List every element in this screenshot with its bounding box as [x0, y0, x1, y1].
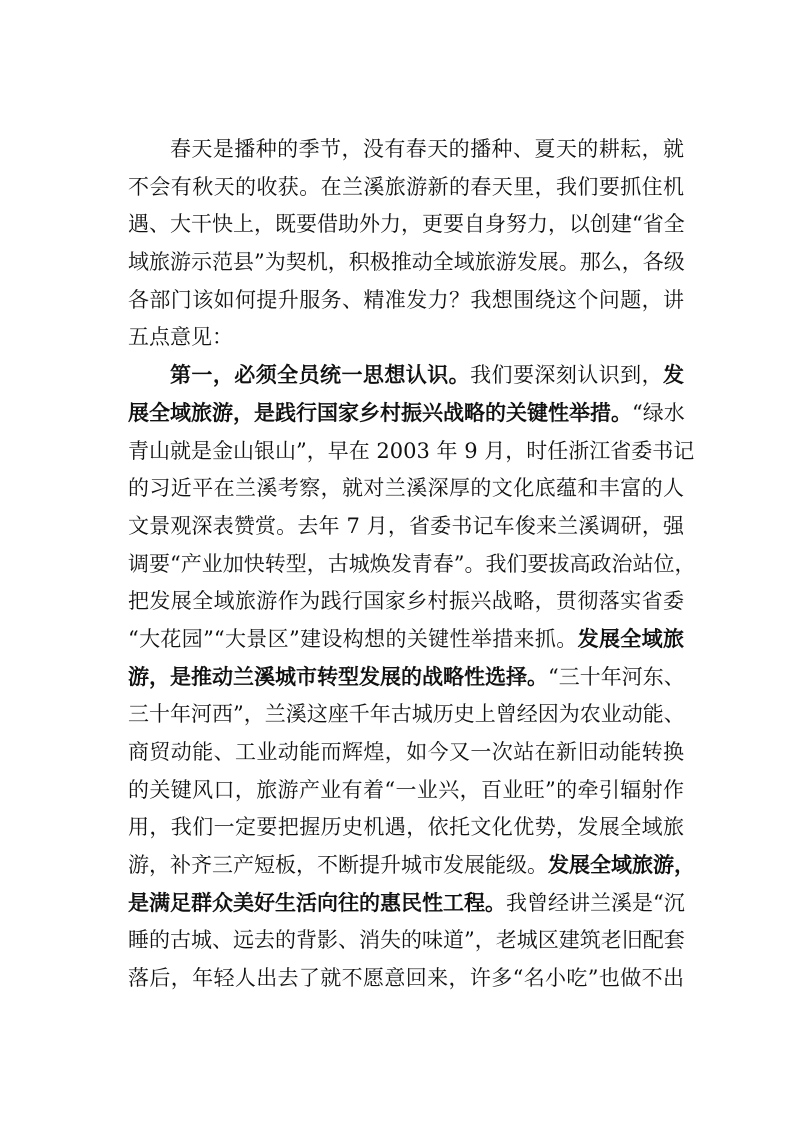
body-text: 春天是播种的季节，没有春天的播种、夏天的耕耘，就: [170, 137, 684, 161]
body-text: 游，补齐三产短板，不断提升城市发展能级。: [128, 853, 548, 878]
body-text: 的习近平在兰溪考察，就对兰溪深厚的文化底蕴和丰富的人: [128, 476, 684, 501]
body-text: 五点意见：: [128, 325, 233, 350]
body-text: 不会有秋天的收获。在兰溪旅游新的春天里，我们要抓住机: [128, 174, 684, 199]
bold-text: 游，是推动兰溪城市转型发展的战略性选择。: [128, 664, 548, 689]
text-line: [128, 508, 684, 546]
text-line: [128, 357, 684, 395]
body-text: “三十年河东、: [548, 664, 685, 689]
body-text: 把发展全域旅游作为践行国家乡村振兴战略，贯彻落实省委: [128, 589, 684, 614]
body-text: 我们要深刻认识到，: [470, 363, 664, 388]
text-line: [128, 960, 684, 998]
text-line: [128, 734, 684, 772]
body-text: 商贸动能、工业动能而辉煌，如今又一次站在新旧动能转换: [128, 740, 684, 764]
paragraph: [128, 357, 696, 998]
text-line: [128, 319, 684, 357]
document-page: [128, 131, 696, 998]
body-text: 青山就是金山银山”，早在 2003 年 9 月，时任浙江省委书记: [128, 438, 695, 463]
body-text: 用，我们一定要把握历史机遇，依托文化优势，发展全域旅: [128, 815, 684, 840]
text-line: [128, 659, 684, 697]
text-line: [128, 847, 695, 885]
text-line: [128, 244, 684, 282]
text-line: [128, 433, 695, 471]
body-text: 的关键风口，旅游产业有着“一业兴，百业旺”的牵引辐射作: [128, 777, 684, 802]
text-line: [128, 131, 684, 169]
bold-text: 发展全域旅游，: [548, 853, 695, 878]
text-line: [128, 621, 684, 659]
text-line: [128, 696, 684, 734]
paragraph: [128, 131, 684, 357]
text-line: [128, 169, 684, 207]
body-text: 落后，年轻人出去了就不愿意回来，许多“名小吃”也做不出: [128, 966, 684, 991]
body-text: “大花园”“大景区”建设构想的关键性举措来抓。: [128, 626, 578, 651]
body-text: 我曾经讲兰溪是“沉: [506, 890, 685, 915]
text-line: [128, 546, 696, 584]
body-text: 域旅游示范县”为契机，积极推动全域旅游发展。那么，各级: [128, 250, 685, 275]
body-text: 三十年河西”，兰溪这座千年古城历史上曾经因为农业动能、: [128, 702, 685, 727]
body-text: 各部门该如何提升服务、精准发力？我想围绕这个问题，讲: [128, 287, 684, 312]
text-line: [128, 206, 684, 244]
text-line: [128, 583, 684, 621]
body-text: 调要“产业加快转型，古城焕发青春”。我们要拔高政治站位，: [128, 551, 696, 576]
bold-text: 发展全域旅: [577, 626, 685, 651]
text-line: [128, 395, 684, 433]
body-text: 睡的古城、远去的背影、消失的味道”，老城区建筑老旧配套: [128, 928, 685, 953]
text-line: [128, 809, 684, 847]
bold-text: 发: [663, 363, 685, 388]
bold-text: 是满足群众美好生活向往的惠民性工程。: [128, 890, 506, 915]
bold-text: 展全域旅游，是践行国家乡村振兴战略的关键性举措。: [128, 400, 632, 425]
text-line: [128, 885, 684, 923]
text-line: [128, 470, 684, 508]
text-line: [128, 922, 684, 960]
bold-text: 第一，必须全员统一思想认识。: [170, 363, 471, 388]
text-line: [128, 772, 684, 810]
text-line: [128, 282, 684, 320]
body-text: 文景观深表赞赏。去年 7 月，省委书记车俊来兰溪调研，强: [128, 513, 684, 538]
body-text: 遇、大干快上，既要借助外力，更要自身努力，以创建“省全: [128, 212, 685, 237]
body-text: “绿水: [632, 400, 685, 425]
